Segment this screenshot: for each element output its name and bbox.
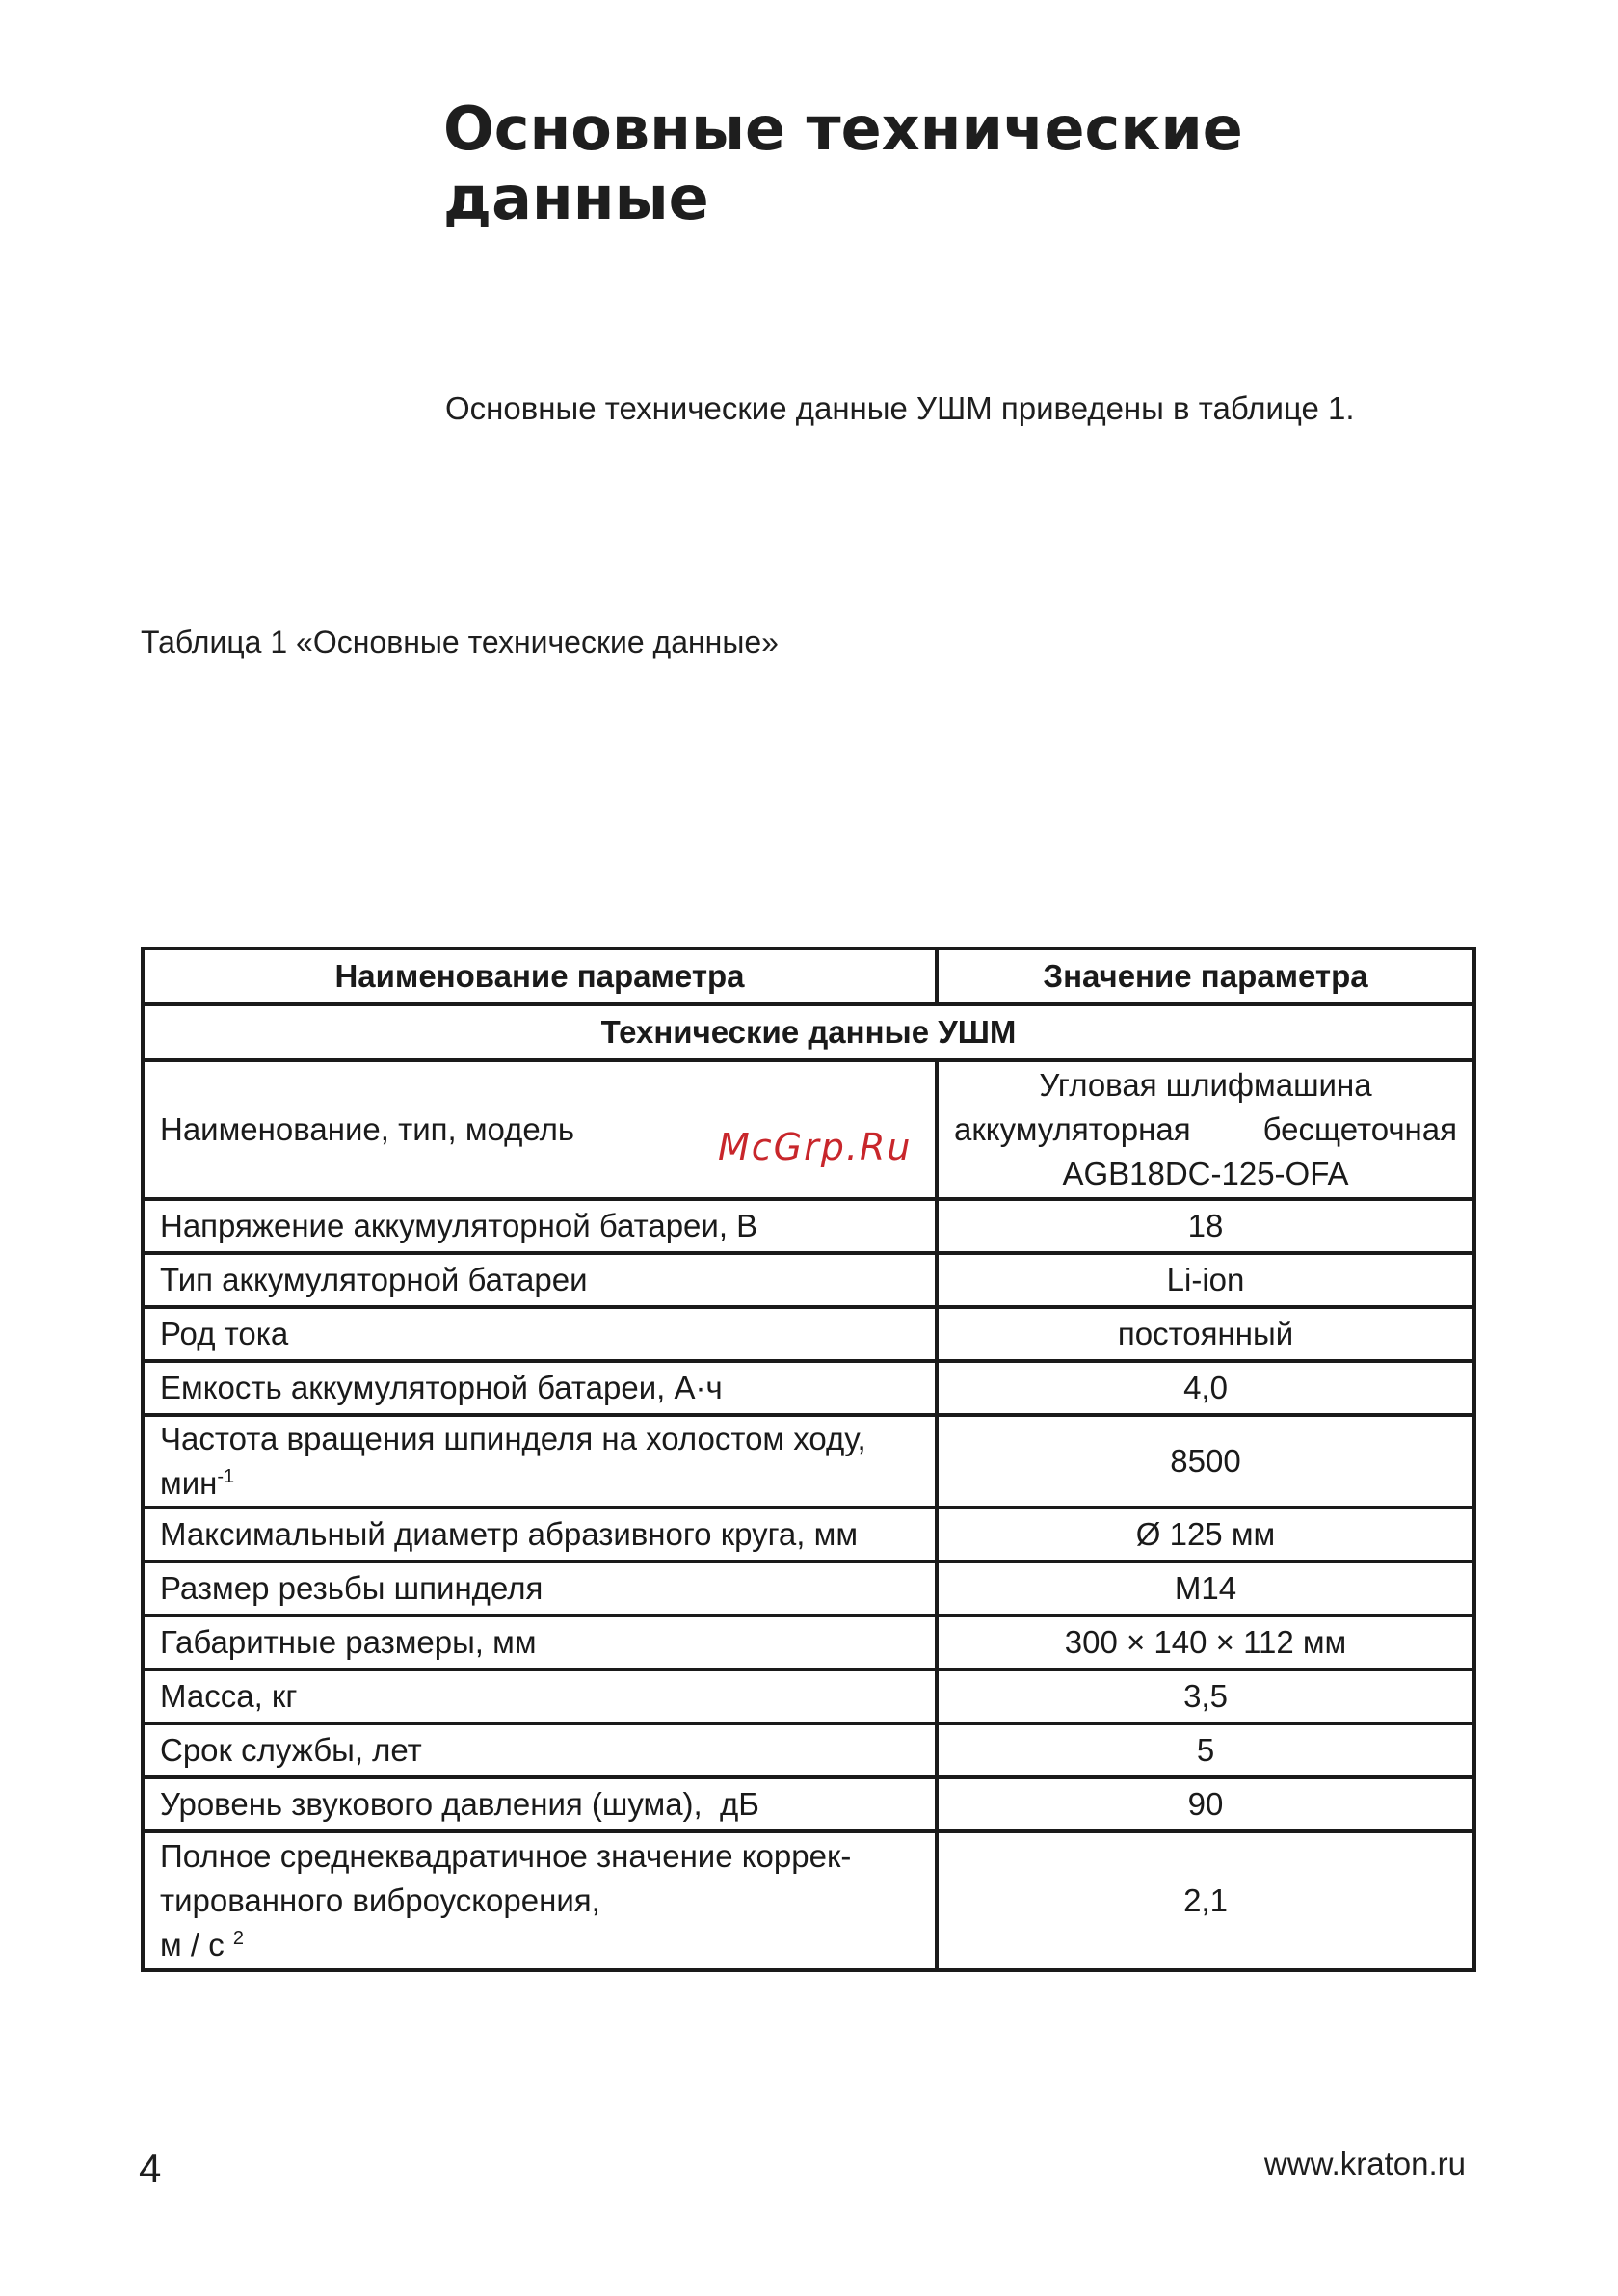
page-title-line-2: данные (443, 163, 709, 233)
value-cell: 3,5 (937, 1669, 1474, 1723)
value-line: Угловая шлифмашина (1039, 1067, 1372, 1103)
table-row (143, 1777, 1474, 1831)
page-title-line-1: Основные технические (443, 93, 1243, 164)
param-cell: Напряжение аккумуляторной батареи, В (143, 1199, 937, 1253)
param-superscript: -1 (217, 1466, 235, 1487)
table-caption: Таблица 1 «Основные технические данные» (141, 625, 779, 659)
param-cell: Емкость аккумуляторной батареи, А·ч (143, 1361, 937, 1415)
value-cell: 5 (937, 1723, 1474, 1777)
param-cell: Род тока (143, 1307, 937, 1361)
param-line: Частота вращения шпинделя на холостом ходу, (160, 1421, 866, 1456)
intro-paragraph: Основные технические данные УШМ приведены в таблице 1. (445, 390, 1355, 426)
param-unit: м / с (160, 1927, 225, 1962)
value-cell: 18 (937, 1199, 1474, 1253)
section-title: Технические данные УШМ (143, 1004, 1474, 1060)
header-parameter-name: Наименование параметра (143, 948, 937, 1004)
table-row (143, 1669, 1474, 1723)
param-cell (143, 1831, 937, 1970)
page-title (443, 94, 1407, 233)
website-link[interactable]: www.kraton.ru (1263, 2146, 1466, 2181)
param-cell: Тип аккумуляторной батареи (143, 1253, 937, 1307)
param-line: Полное среднеквадратичное значение коррек- (160, 1838, 852, 1874)
watermark-text: McGrp.Ru (718, 1126, 913, 1168)
value-cell: 8500 (937, 1415, 1474, 1508)
param-superscript: 2 (232, 1928, 244, 1949)
param-cell: Уровень звукового давления (шума), дБ (143, 1777, 937, 1831)
value-cell: Li-ion (937, 1253, 1474, 1307)
table-row (143, 1562, 1474, 1615)
param-line: тированного виброускорения, (160, 1882, 600, 1918)
param-cell: Масса, кг (143, 1669, 937, 1723)
page-number: 4 (139, 2146, 162, 2191)
value-cell: 90 (937, 1777, 1474, 1831)
param-cell: Габаритные размеры, мм (143, 1615, 937, 1669)
param-cell: Наименование, тип, модель (143, 1060, 937, 1199)
value-line: AGB18DC-125-OFA (1062, 1156, 1349, 1191)
value-cell: 2,1 (937, 1831, 1474, 1970)
value-cell: постоянный (937, 1307, 1474, 1361)
value-cell (937, 1060, 1474, 1199)
param-line (160, 1923, 919, 1967)
param-cell: Размер резьбы шпинделя (143, 1562, 937, 1615)
value-line-justified (954, 1108, 1457, 1152)
table-row (143, 1615, 1474, 1669)
header-parameter-value: Значение параметра (937, 948, 1474, 1004)
param-line (160, 1461, 919, 1506)
table-row (143, 1508, 1474, 1562)
value-cell: Ø 125 мм (937, 1508, 1474, 1562)
table-row (143, 1831, 1474, 1970)
table-row (143, 1199, 1474, 1253)
table-row (143, 1415, 1474, 1508)
value-word: бесщеточная (1262, 1111, 1457, 1147)
table-row (143, 1723, 1474, 1777)
table-header-row (143, 948, 1474, 1004)
value-cell: 4,0 (937, 1361, 1474, 1415)
value-word: аккумуляторная (954, 1111, 1191, 1147)
specs-table (141, 947, 1476, 1972)
table-row (143, 1361, 1474, 1415)
value-cell: M14 (937, 1562, 1474, 1615)
param-cell: Срок службы, лет (143, 1723, 937, 1777)
table-row (143, 1307, 1474, 1361)
table-row (143, 1253, 1474, 1307)
table-section-row (143, 1004, 1474, 1060)
param-cell (143, 1415, 937, 1508)
param-cell: Максимальный диаметр абразивного круга, мм (143, 1508, 937, 1562)
param-unit: мин (160, 1465, 218, 1501)
value-cell: 300 × 140 × 112 мм (937, 1615, 1474, 1669)
